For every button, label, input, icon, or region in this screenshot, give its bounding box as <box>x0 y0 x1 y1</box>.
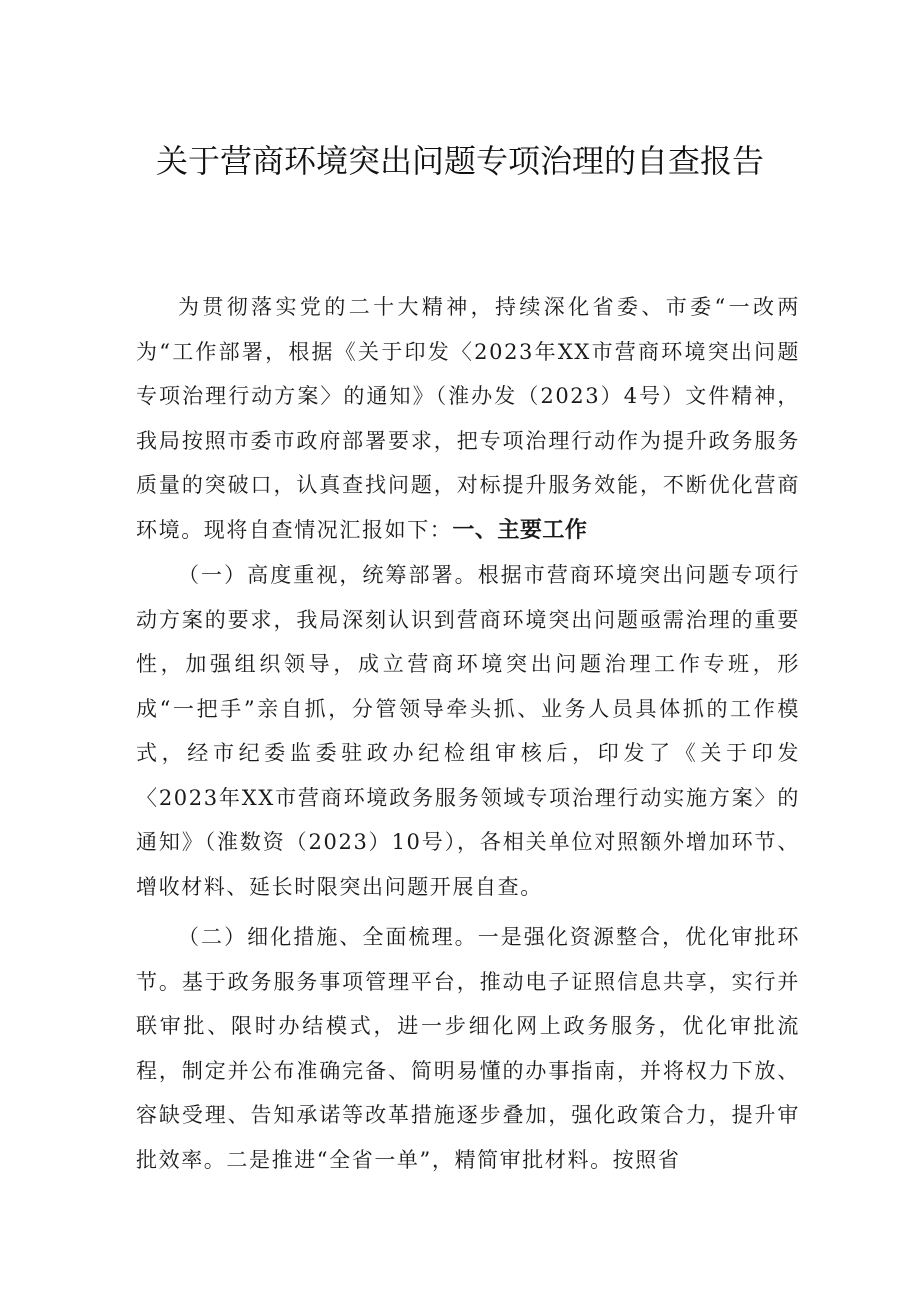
document-title: 关于营商环境突出问题专项治理的自查报告 <box>155 142 764 180</box>
paragraph-1: （一）高度重视，统筹部署。根据市营商环境突出问题专项行动方案的要求，我局深刻认识到营商环境突出问题亟需治理的重要性，加强组织领导，成立营商环境突出问题治理工作专班，形成“一把手”亲自抓，分管领导牵头抓、业务人员具体抓的工作模式，经市纪委监委驻政办纪检组审核后，印发了《关于印发〈2023年XX市营商环境政务服务领域专项治理行动实施方案〉的通知》（淮数资（2023）10号），各相关单位对照额外增加环节、增收材料、延长时限突出问题开展自查。 <box>136 563 800 899</box>
paragraph-intro <box>136 285 800 553</box>
section-heading-main-work: 一、主要工作 <box>452 517 588 543</box>
paragraph-intro-text: 为贯彻落实党的二十大精神，持续深化省委、市委“一改两为“工作部署，根据《关于印发〈2023年XX市营商环境突出问题专项治理行动方案〉的通知》（淮办发（2023）4号）文件精神，我局按照市委市政府部署要求，把专项治理行动作为提升政务服务质量的突破口，认真查找问题，对标提升服务效能，不断优化营商环境。现将自查情况汇报如下： <box>136 295 800 542</box>
paragraph-2: （二）细化措施、全面梳理。一是强化资源整合，优化审批环节。基于政务服务事项管理平台，推动电子证照信息共享，实行并联审批、限时办结模式，进一步细化网上政务服务，优化审批流程，制定并公布准确完备、简明易懂的办事指南，并将权力下放、容缺受理、告知承诺等改革措施逐步叠加，强化政策合力，提升审批效率。二是推进“全省一单”，精简审批材料。按照省 <box>136 925 800 1172</box>
document-body <box>136 285 800 1182</box>
